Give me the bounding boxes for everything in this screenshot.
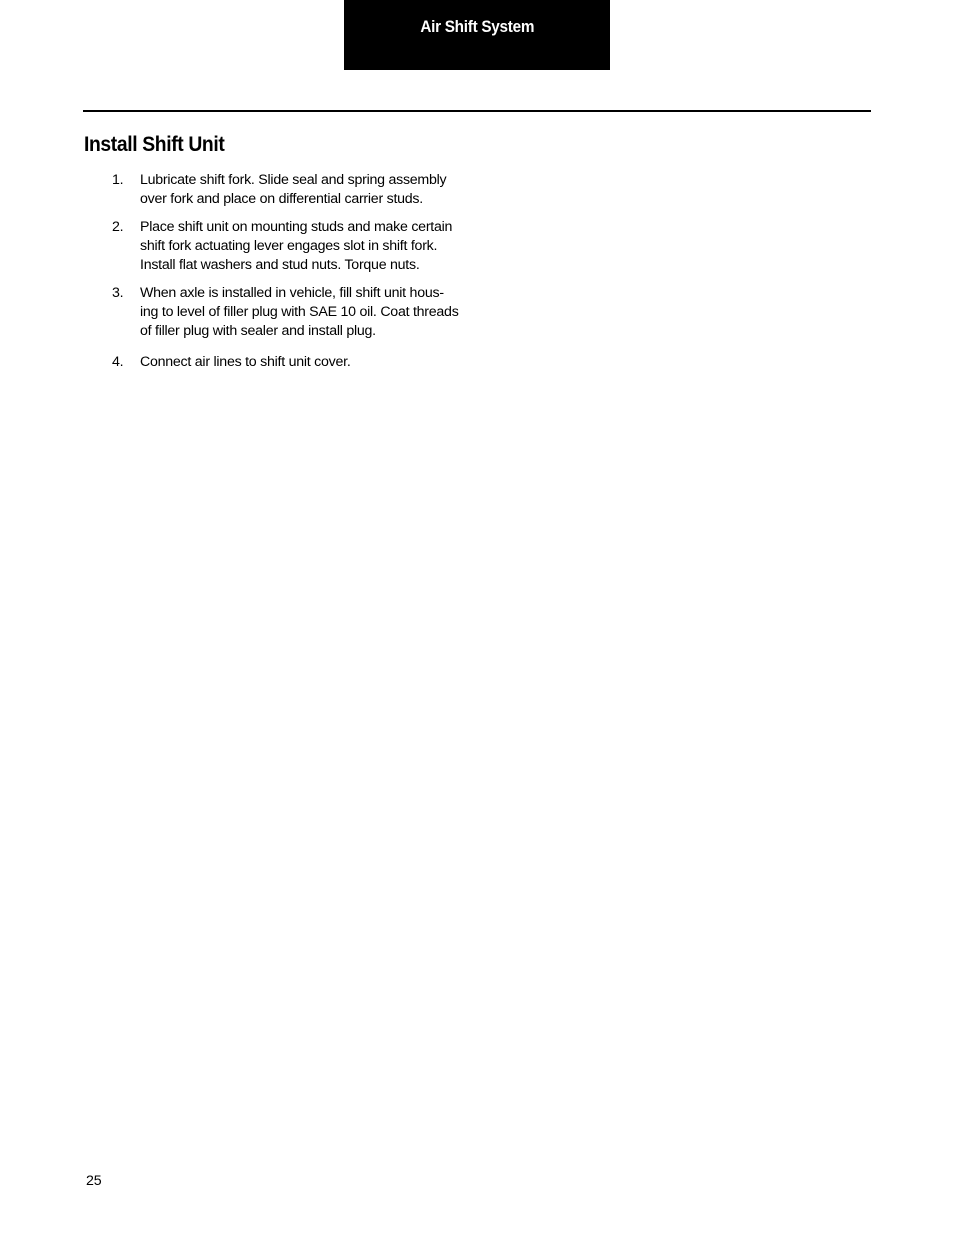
step-text-line: Install flat washers and stud nuts. Torque nuts. <box>140 257 420 273</box>
step-item <box>112 284 472 341</box>
section-header-tab <box>344 0 610 70</box>
step-text-line: over fork and place on differential carrier studs. <box>140 191 423 207</box>
step-item <box>112 353 472 372</box>
step-number: 3. <box>112 285 124 301</box>
step-number: 4. <box>112 354 124 370</box>
step-text-line: Connect air lines to shift unit cover. <box>140 354 351 370</box>
step-text-line: of filler plug with sealer and install plug. <box>140 323 376 339</box>
step-item <box>112 218 472 275</box>
section-header-label: Air Shift System <box>420 17 534 36</box>
step-number: 2. <box>112 219 124 235</box>
section-title: Install Shift Unit <box>84 133 225 156</box>
page-number: 25 <box>86 1173 102 1189</box>
step-item <box>112 171 472 209</box>
step-text-line: Lubricate shift fork. Slide seal and spring assembly <box>140 172 447 188</box>
step-text-line: Place shift unit on mounting studs and make certain <box>140 219 453 235</box>
step-text-line: ing to level of filler plug with SAE 10 oil. Coat threads <box>140 304 459 320</box>
step-number: 1. <box>112 172 124 188</box>
step-text-line: When axle is installed in vehicle, fill shift unit hous- <box>140 285 444 301</box>
step-text-line: shift fork actuating lever engages slot in shift fork. <box>140 238 438 254</box>
procedure-steps <box>112 171 472 381</box>
header-divider <box>83 110 871 112</box>
